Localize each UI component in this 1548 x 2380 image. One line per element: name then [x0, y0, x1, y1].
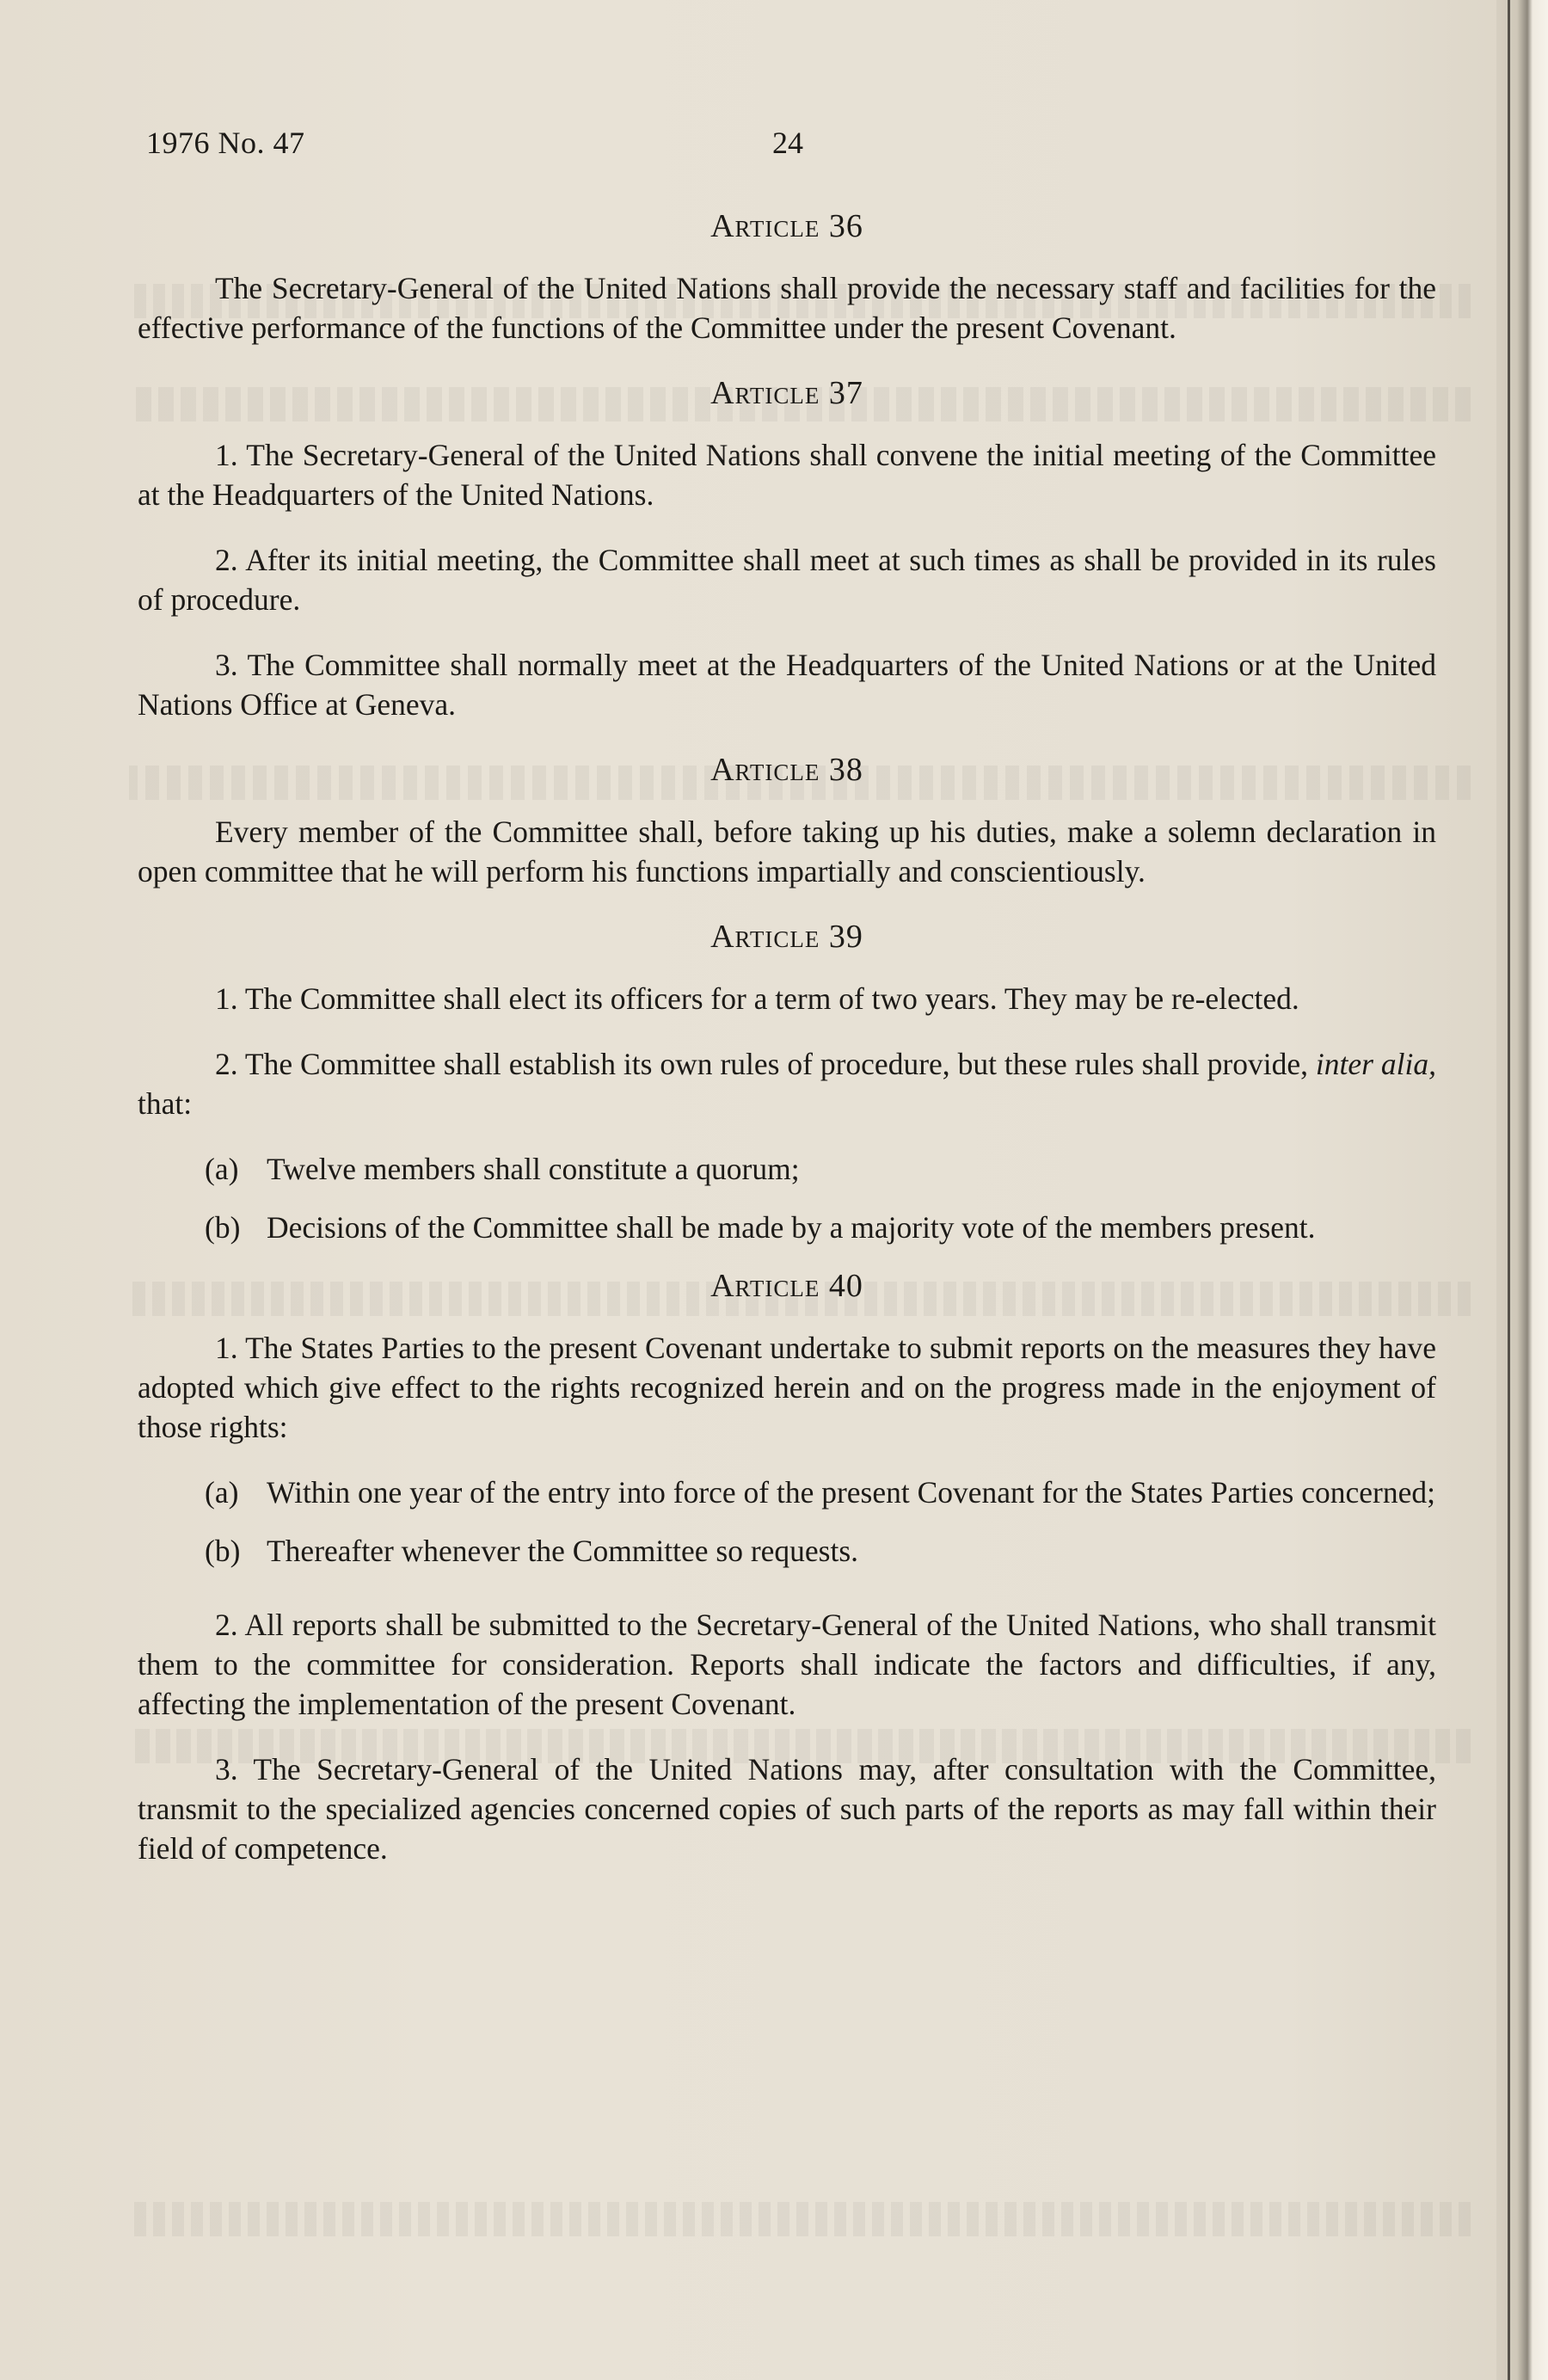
list-item-label: (a) [205, 1475, 239, 1510]
list-item [205, 1208, 1436, 1247]
article-heading: Article 37 [710, 375, 863, 411]
list-item-label: (b) [205, 1534, 241, 1568]
list-item-text: Decisions of the Committee shall be made by a majority vote of the members present. [267, 1210, 1316, 1245]
italic-phrase: inter alia, [1315, 1047, 1437, 1081]
article-paragraph: 2. After its initial meeting, the Committee shall meet at such times as shall be provided in its rules of procedure. [138, 543, 1436, 617]
page-edge-shadow [1496, 0, 1548, 2380]
article-heading: Article 38 [710, 752, 863, 788]
spacer [138, 1590, 1436, 1605]
list-item-text: Twelve members shall constitute a quorum; [267, 1152, 800, 1186]
article-paragraph: 1. The Secretary-General of the United Nations shall convene the initial meeting of the Committee at the Headquarters of the United Nations. [138, 438, 1436, 512]
document-body [138, 206, 1436, 1894]
list-item [205, 1473, 1436, 1512]
article-heading: Article 39 [710, 919, 863, 955]
article-heading: Article 40 [710, 1268, 863, 1304]
list-item-label: (b) [205, 1210, 241, 1245]
article-paragraph: 3. The Secretary-General of the United Nations may, after consultation with the Committee, transmit to the specialized agencies concerned copies of such parts of the reports as may fall within their field of competence. [138, 1752, 1436, 1866]
article-paragraph: Every member of the Committee shall, before taking up his duties, make a solemn declaration in open committee that he will perform his functions impartially and conscientiously. [138, 815, 1436, 889]
show-through-texture [129, 2202, 1471, 2236]
article-heading: Article 36 [710, 208, 863, 244]
article-paragraph: 3. The Committee shall normally meet at the Headquarters of the United Nations or at the United Nations Office at Geneva. [138, 648, 1436, 722]
list-item-text: Within one year of the entry into force of the present Covenant for the States Parties concerned; [267, 1475, 1435, 1510]
paragraph-text: 2. The Committee shall establish its own rules of procedure, but these rules shall provide, [215, 1047, 1316, 1081]
article-paragraph: 1. The Committee shall elect its officers for a term of two years. They may be re-elected. [215, 981, 1299, 1016]
list-item-label: (a) [205, 1152, 239, 1186]
article-paragraph: The Secretary-General of the United Nations shall provide the necessary staff and facilities for the effective performance of the functions of the Committee under the present Covenant. [138, 271, 1436, 345]
binding-line [1508, 0, 1510, 2380]
list-item-text: Thereafter whenever the Committee so requests. [267, 1534, 859, 1568]
article-paragraph: 1. The States Parties to the present Covenant undertake to submit reports on the measures they have adopted which give effect to the rights recognized herein and on the progress made in the enjoyment of those rights: [138, 1331, 1436, 1444]
article-paragraph: 2. All reports shall be submitted to the Secretary-General of the United Nations, who shall transmit them to the committee for consideration. Reports shall indicate the factors and difficulties, if any, affecting the implementation of the present Covenant. [138, 1608, 1436, 1721]
list-item [205, 1149, 1436, 1189]
article-paragraph [138, 1044, 1436, 1123]
paragraph-text: that: [138, 1086, 193, 1121]
page-number: 24 [772, 126, 803, 160]
list-item [205, 1531, 1436, 1571]
running-header: 1976 No. 47 [146, 126, 305, 160]
